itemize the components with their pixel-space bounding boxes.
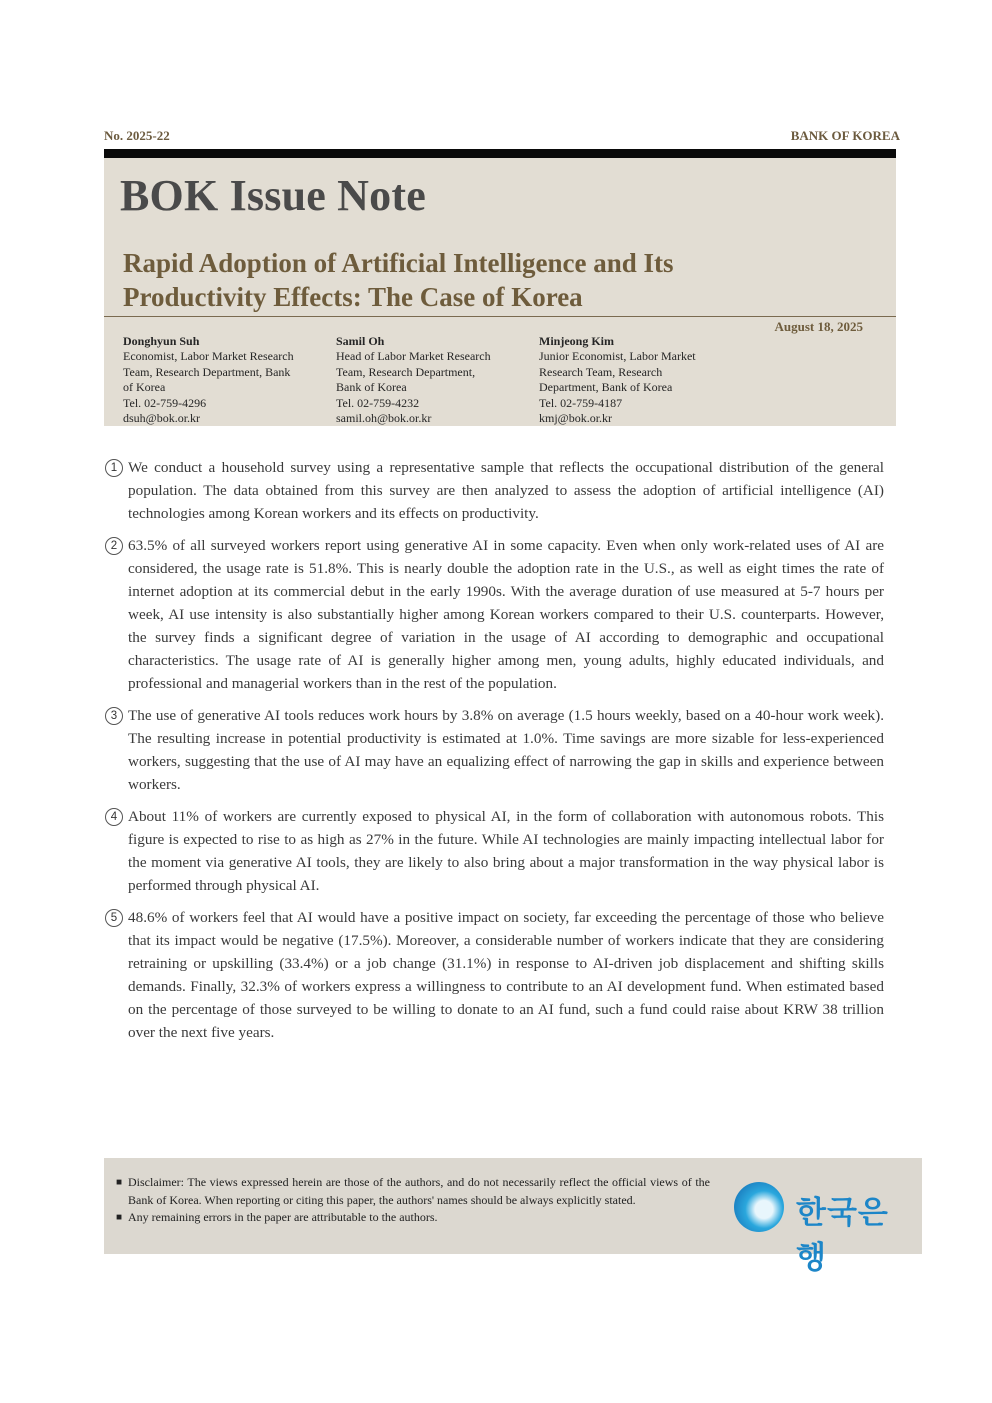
author-role-line: Team, Research Department, (336, 364, 476, 379)
summary-point (104, 534, 884, 695)
disclaimer-item-text: Disclaimer: The views expressed herein are those of the authors, and do not necessarily reflect the official views of the Bank of Korea. When reporting or citing this paper, the authors' names should be always explicitly stated. (128, 1175, 710, 1207)
bank-of-korea-logo (734, 1182, 904, 1276)
disclaimer-item (116, 1209, 710, 1227)
summary-point-text: 63.5% of all surveyed workers report using generative AI in some capacity. Even when only work-related uses of AI are considered, the usage rate is 51.8%. This is nearly double the adoption rate in the U.S., as well as eight times the rate of internet adoption at its commercial debut in the early 1990s. With the average duration of use measured at 5-7 hours per week, AI use intensity is also substantially higher among Korean workers compared to their U.S. counterparts. However, the survey finds a significant degree of variation in the usage of AI according to demographic and occupational characteristics. The usage rate of AI is generally higher among men, young adults, highly educated individuals, and professional and managerial workers than in the rest of the population. (128, 537, 884, 692)
author-name: Samil Oh (336, 334, 385, 348)
summary-point-text: The use of generative AI tools reduces work hours by 3.8% on average (1.5 hours weekly, based on a 40-hour work week). The resulting increase in potential productivity is estimated at 1.0%. Time savings are more sizable for less-experienced workers, suggesting that the use of AI may have an equalizing effect of narrowing the gap in skills and experience between workers. (128, 707, 884, 793)
summary-point-text: 48.6% of workers feel that AI would have a positive impact on society, far exceeding the percentage of those who believe that its impact would be negative (17.5%). Moreover, a considerable number of workers indicate that they are considering retraining or upskilling (33.4%) or a job change (31.1%) in response to AI-driven job displacement and shifting skills demands. Finally, 32.3% of workers express a willingness to contribute to an AI development fund. When estimated based on the percentage of those surveyed to be willing to donate to an AI fund, such a fund could raise about KRW 38 trillion over the next five years. (128, 909, 884, 1041)
author-phone: Tel. 02-759-4296 (123, 395, 207, 410)
summary-point-text: We conduct a household survey using a representative sample that reflects the occupational distribution of the general population. The data obtained from this survey are then analyzed to assess the adoption of artificial intelligence (AI) technologies among Korean workers and its effects on productivity. (128, 459, 884, 522)
author-email[interactable]: samil.oh@bok.or.kr (336, 411, 432, 426)
summary-points (104, 456, 884, 1053)
circled-number-icon: 3 (105, 707, 123, 725)
author-role-line: Economist, Labor Market Research (123, 349, 294, 364)
institution-name: BANK OF KOREA (790, 128, 900, 143)
summary-point (104, 906, 884, 1044)
author-role-line: Head of Labor Market Research (336, 349, 491, 364)
summary-point (104, 456, 884, 525)
circled-number-icon: 1 (105, 459, 123, 477)
issue-number: No. 2025-22 (104, 128, 170, 143)
author-block (123, 334, 323, 426)
author-role-line: Research Team, Research (539, 364, 663, 379)
logo-wordmark: 한국은행 (796, 1195, 889, 1276)
summary-point-text: About 11% of workers are currently exposed to physical AI, in the form of collaboration with autonomous robots. This figure is expected to rise to as high as 27% in the future. While AI technologies are mainly impacting intellectual labor for the moment via generative AI tools, they are likely to also bring about a major transformation in the way physical labor is performed through physical AI. (128, 808, 884, 894)
author-name: Minjeong Kim (539, 334, 614, 348)
circled-number-icon: 5 (105, 909, 123, 927)
author-phone: Tel. 02-759-4187 (539, 395, 623, 410)
author-role-line: Junior Economist, Labor Market (539, 349, 696, 364)
author-role-line: Bank of Korea (336, 380, 407, 395)
header-meta (104, 128, 900, 146)
disclaimer-text (116, 1174, 710, 1227)
disclaimer-item-text: Any remaining errors in the paper are attributable to the authors. (128, 1210, 438, 1224)
author-email[interactable]: dsuh@bok.or.kr (123, 411, 201, 426)
summary-point (104, 805, 884, 897)
title-panel (104, 158, 896, 426)
header-top-bar (104, 149, 896, 158)
paper-title-line-1: Rapid Adoption of Artificial Intelligence and Its (123, 248, 674, 278)
series-title: BOK Issue Note (120, 171, 426, 220)
disclaimer-panel (104, 1158, 922, 1276)
author-block (336, 334, 521, 426)
circled-number-icon: 2 (105, 537, 123, 555)
paper-title (123, 246, 674, 314)
author-name: Donghyun Suh (123, 334, 200, 348)
author-phone: Tel. 02-759-4232 (336, 395, 420, 410)
author-email[interactable]: kmj@bok.or.kr (539, 411, 613, 426)
author-block (539, 334, 729, 426)
bank-of-korea-emblem-icon (734, 1182, 784, 1232)
square-bullet-icon: ■ (116, 1212, 123, 1223)
title-divider (104, 316, 896, 317)
circled-number-icon: 4 (105, 808, 123, 826)
square-bullet-icon: ■ (116, 1177, 123, 1188)
publication-date: August 18, 2025 (774, 319, 863, 334)
summary-point (104, 704, 884, 796)
author-role-line: of Korea (123, 380, 166, 395)
author-role-line: Department, Bank of Korea (539, 380, 673, 395)
author-role-line: Team, Research Department, Bank (123, 364, 291, 379)
disclaimer-item (116, 1174, 710, 1209)
paper-title-line-2: Productivity Effects: The Case of Korea (123, 282, 583, 312)
